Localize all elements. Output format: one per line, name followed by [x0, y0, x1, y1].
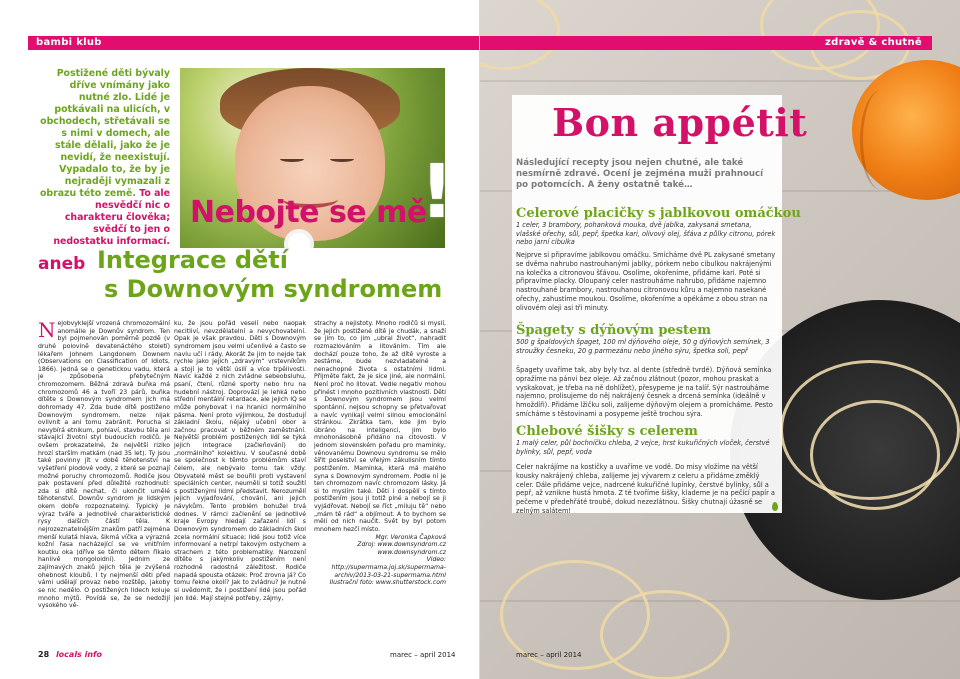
page-title: Bon appétit — [552, 100, 808, 145]
page-footer-left — [38, 651, 102, 659]
recipes-intro: Následující recepty jsou nejen chutné, ale také nesmírně zdravé. Ocení je zejména muži prahnoucí po potomcích. A ženy ostatně také… — [516, 158, 764, 191]
right-page — [480, 0, 960, 679]
recipe-3-text: Celer nakrájíme na kostičky a uvaříme ve vodě. Do misy vložíme na větší kousky nakrájený chleba, zalijeme jej vývarem z celeru a přidáme změklý celer. Dále přidáme vejce, nadrcené kukuřičné lupínky, čerstvé bylinky, sůl a pepř, až vznikne hustá hmota. Z té tvoříme šišky, klademe je na pečící papír a pečeme v předehřáté troubě, dokud nezezlátnou. Šišky chutnají úžasně se zelným salátem! — [516, 463, 775, 515]
article-title-line2: s Downovým syndromem — [104, 275, 443, 303]
column-1-text: ejobvyklejší vrozená chromozomální anomálie je Downův syndrom. Ten byl pojmenován poměrně pozdě (v druhé polovině devatenáctého století) lékařem Johnem Langdonem Downem (Observations on Classification of Idiots, 1866). Jedná se o genetickou vadu, která je způsobena přebytečným chromozomem. Běžná zdravá buňka má chromozomů 46 a tvoří 23 párů, buňka dítěte s Downovým syndromem jich má dohromady 47. Zda bude dítě postiženo Downovým syndromem, nelze nijak ovlivnit a ani tomu zabránit. Porucha si nevybírá etnikum, pohlaví, stavbu těla ani stávající životní styl budoucích rodičů. Je ovšem prokazatelné, že největší riziko hrozí starším matkám (nad 35 let). Ty jsou také povinny jít v době těhotenství na vyšetření plodové vody, z které se poznají možné poruchy chromozomů. Rodiče jsou pak postaveni před důležité rozhodnutí: zda si dítě nechat, či ukončit umělé těhotenství. Downův syndrom je lidským okem dobře rozpoznatelný. Typický je výraz tváře a jednotlivé charakteristické rysy dalších částí těla. K nejrozeznatelnějším znakům patří zejména menší kulatá hlava, šikmá víčka a výrazná kožní řasa nacházející se ve vnitřním koutku oka (dříve se těmto dětem říkalo hanlivě mongoloidní). Jednim ze zajímavých znaků jejich těla je zvýšená ohebnost kloubů. I ty nejmenší děti před vámi udělají provaz nebo rozštěp, jakoby se nic nedělo. O postižených lidech koluje mnoho mýtů. Povídá se, že se nedožijí vysokého vě- — [38, 320, 170, 610]
magazine-logo: locals info — [55, 650, 103, 659]
article-title-line1: Integrace dětí — [97, 246, 288, 274]
drop-cap: N — [38, 320, 56, 342]
credit-line: Ilustrační foto: www.shutterstock.com — [329, 579, 446, 587]
credits — [314, 534, 446, 587]
footer-date-right: marec – april 2014 — [516, 651, 582, 659]
column-2-text: ku, že jsou pořád veselí nebo naopak necitliví, nevzdělatelní a nevychovatelní. Opak je však pravdou. Děti s Downovým syndromem jsou velmi učenlivé a často se naviu učí i rády. Akorát že jim to nejde tak rychle jako jejich „zdravým“ vrstevníkům a stojí je to větší úsilí a více trpělivosti. Navíc každé z nich zvládne sebeobsluhu, psaní, čtení, různé sporty nebo hru na hudební nástroj. Doprovází je lehká nebo střední mentální retardace, ale jejich IQ se může pohybovat i na hranici normálního pásma. Není proto výjimkou, že dostudují základní školu, nějaký učební obor a začnou pracovat v běžném zaměstnání. Největší problém postižených lidí se týká jejich integrace (začleňování) do „normálního“ kolektivu. V současné době se společnost k těmto problémům staví čelem, ale nebývalo tomu tak vždy. Obyvatelé měst se bouřili proti vystavení speciálních center, neuměli si totiž soužití s postiženými lidmi představit. Nerozumělí jejich vyjadřování, chování, ani jejich návykům. Tento problém bohužel trvá dodnes. V rámci začlenění se jednotlivé kraje Evropy hledají zařazení lidí s Downovým syndromem do základních škol zcela normální situace; lidé jsou totiž více informovaní a netrpí takovým ostychem a strachem z této problematiky. Narození dítěte s jakýmkoliv postižením není rozhodně radostná záležitost. Rodiče napadá spousta otázek: Proč zrovna já? Co tomu řekne okolí? Jak to zvládnu? Je nutné si uvědomit, že i postižení lidé jsou pořád jen lidé. Mají stejné potřeby, zájmy, — [174, 320, 306, 602]
article-column-3 — [314, 320, 446, 640]
recipe-2-text: Špagety uvaříme tak, aby byly tvz. al dente (středně tvrdé). Dýňová semínka opražíme na pánvi bez oleje. Až začnou zlátnout (pozor, mohou praskat a vyskakovat, je třeba na ně dohlížet), přesypeme je na talíř. Sýr nastrouháme najemno, prolisujeme do něj nakrájený česnek a drcená semínka (ideálně v hmoždíři). Přidáme lžičku soli, zalijeme dýňovým olejem a promícháme. Pesto smícháme s těstovinami a posypeme ještě trochou sýra. — [516, 366, 773, 418]
recipe-2-ingredients: 500 g špaldových špaget, 100 ml dýňového oleje, 50 g dýňových semínek, 3 stroužky česneku, 20 g parmezánu nebo jiného sýru, špetka soli, pepř — [516, 338, 770, 355]
article-column-2 — [174, 320, 306, 640]
credit-link[interactable]: http://supermama.joj.sk/supermama-archiv/2013-03-21-supermama.html — [331, 564, 446, 579]
headline-exclamation: ! — [420, 149, 454, 235]
flower-icon — [288, 233, 310, 248]
leaf-icon — [772, 502, 778, 511]
credit-line: Zdroj: www.downsyndrom.cz — [357, 541, 446, 549]
intro-text — [38, 68, 170, 248]
intro-green: Postižené děti bývaly dříve vnímány jako nutné zlo. Lidé je potkávali na ulicích, v obchodech, střetávali se s nimi v domech, ale stále dělali, jako že je nevidí, že neexistují. Vypadalo to, že by je nejraději vymazali z obrazu této země. — [39, 68, 170, 200]
headline: Nebojte se mě — [190, 195, 427, 230]
recipe-1-title: Celerové placičky s jablkovou omáčkou — [516, 206, 801, 221]
credit-line: www.downsyndrom.cz — [377, 548, 446, 556]
column-3-text: strachy a nejistoty. Mnoho rodičů si myslí, že jejich postižené dítě je chudák, a snaží se jim to, co jim „ubral život“, nahradit rozmazlováním a litováním. Tím ale dochází pouze toho, že až dítě vyroste a zestárne, bude nezvladatelné a nenachopné života s ostatními lidmi. Přijměte fakt, že je sice jiné, ale normální. Není proč ho litovat. Vedle negativ mohou přinést i mnoho pozitivních vlastností. Děti s Downovým syndromem jsou velmi spontánní, nejsou schopny se přetvařovat a navíc vynikají velmi silnou emocionální stránkou. Zkrátka tam, kde jim bylo úbráno na inteligenci, jim bylo mnohonásobně přidáno na citovosti. V jednom slovenském pořadu pro maminky, věnovanému Downovu syndromu se mělo šířit poselství se vřelým zákulisním tímto postižením. Maminka, která má malého syna s Downovým syndromem. Podle ní je ten chromozom navíc chromozom lásky. Já si to myslím také. Děti i dospělí s tímto postižením jsou ji totiž plné a nebojí se ji vyjádřovat. Nebojí se říct „miluju tě“ nebo „mám tě rád“ a objímout. A to bychom se měli od nich naučit. Svět by byl potom mnohem hezčí místo. — [314, 320, 446, 533]
section-label-zdrave-chutne: zdravě & chutně — [480, 36, 932, 50]
recipe-2-title: Špagety s dýňovým pestem — [516, 323, 712, 338]
aneb-label: aneb — [38, 254, 86, 274]
recipe-1-ingredients: 1 celer, 3 brambory, pohanková mouka, dvě jablka, zakysaná smetana, vlašské ořechy, sůl, pepř, špetka kari, olivový olej, šťáva z půlky citronu, pórek nebo jarní cibulka — [516, 221, 776, 247]
intro-pink: To ale nesvědčí nic o charakteru člověka; svědčí to jen o nedostatku informací. — [53, 188, 170, 248]
credit-line: Video: — [426, 556, 446, 564]
page-number: 28 — [38, 650, 50, 659]
section-label-bambi-klub: bambi klub — [28, 36, 480, 50]
author: Mgr. Veronika Čapková — [375, 533, 446, 541]
article-column-1 — [38, 320, 170, 640]
recipe-3-title: Chlebové šišky s celerem — [516, 424, 698, 439]
recipe-1-text: Nejprve si připravíme jablkovou omáčku. Smícháme dvě PL zakysané smetany se dvěma nahrubo nastrouhanými jablky, pórkem nebo cibulkou nakrájenými na kolečka a citronovou šťávou. Osolíme, okořeníme, přidáme kari. Poté si připravíme placky. Oloupaný celer nastrouháme nahrubo, přidáme najemno nastrouhané brambory, nastrouhanou citronovou kůru a najemno nasekané ořechy, zahustíme moukou. Osolíme, okořeníme a opékáme z obou stran na olivovém oleji asi tři minuty. — [516, 251, 776, 312]
recipe-3-ingredients: 1 malý celer, půl bochníčku chleba, 2 vejce, hrst kukuřičných vloček, čerstvé bylinky, sůl, pepř, voda — [516, 439, 770, 456]
footer-date-left: marec – april 2014 — [390, 651, 456, 659]
